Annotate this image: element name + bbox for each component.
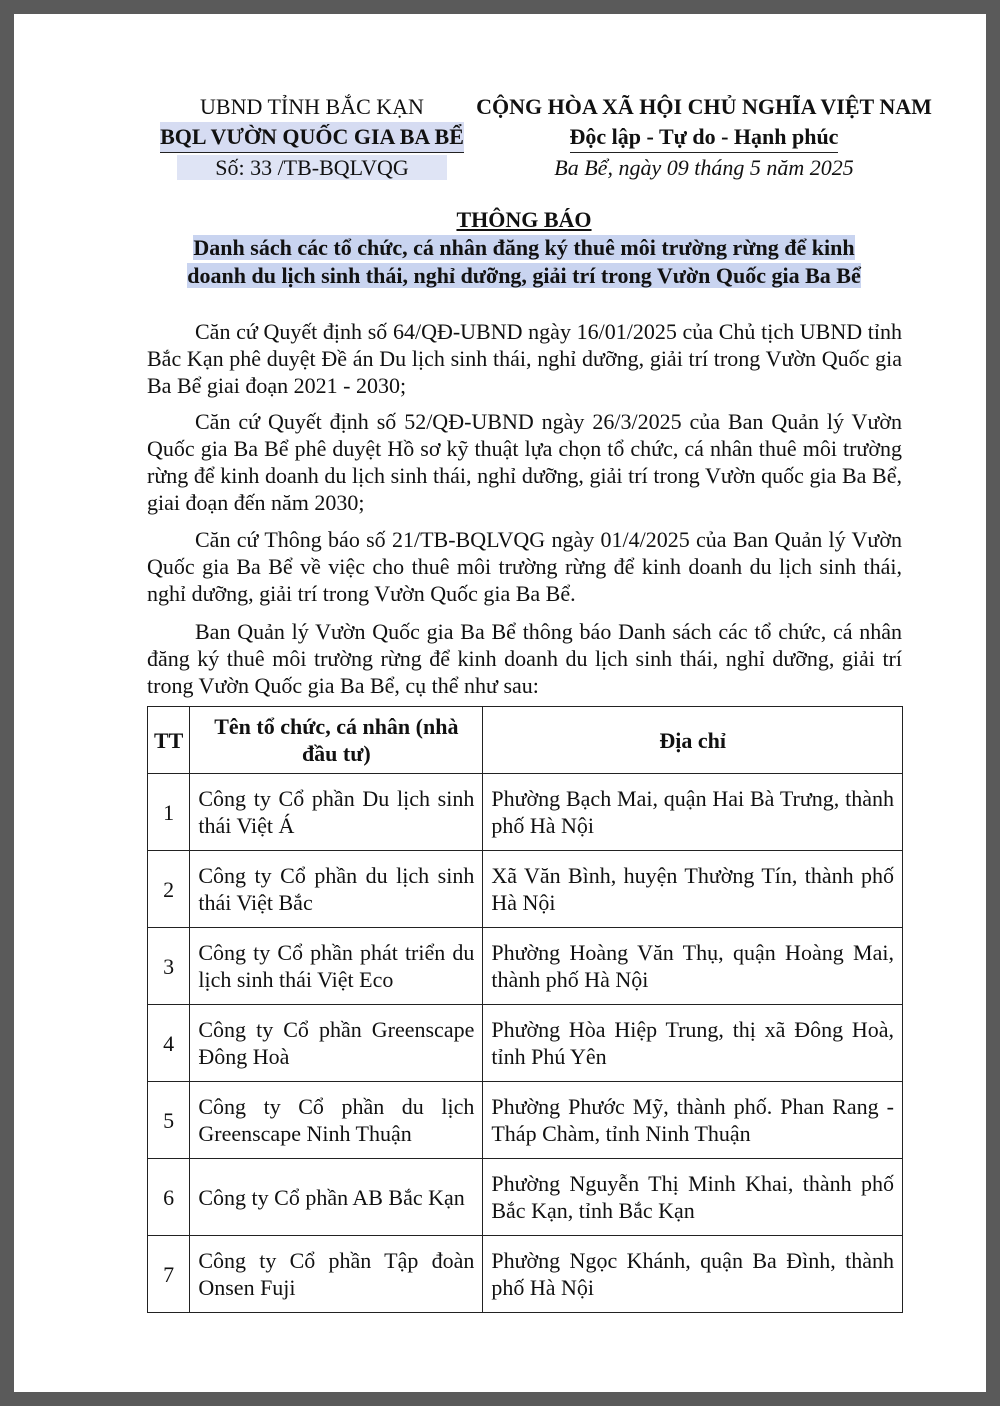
notice-subtitle-line1: Danh sách các tổ chức, cá nhân đăng ký thuê môi trường rừng để kinh — [193, 235, 855, 260]
issue-date: Ba Bể, ngày 09 tháng 5 năm 2025 — [554, 155, 854, 180]
company-address: Phường Nguyễn Thị Minh Khai, thành phố Bắc Kạn, tỉnh Bắc Kạn — [483, 1159, 903, 1236]
company-name: Công ty Cổ phần Tập đoàn Onsen Fuji — [190, 1236, 483, 1313]
company-name: Công ty Cổ phần phát triển du lịch sinh thái Việt Eco — [190, 928, 483, 1005]
row-number: 7 — [148, 1236, 190, 1313]
company-name: Công ty Cổ phần Du lịch sinh thái Việt Á — [190, 774, 483, 851]
table-row — [148, 1005, 903, 1082]
national-motto: Độc lập - Tự do - Hạnh phúc — [570, 122, 839, 153]
issuer-province: UBND TỈNH BẮC KẠN — [200, 94, 424, 119]
company-address: Phường Bạch Mai, quận Hai Bà Trưng, thành phố Hà Nội — [483, 774, 903, 851]
column-header-name: Tên tổ chức, cá nhân (nhà đầu tư) — [190, 707, 483, 774]
legal-basis-paragraph: Căn cứ Quyết định số 64/QĐ-UBND ngày 16/01/2025 của Chủ tịch UBND tỉnh Bắc Kạn phê duyệt Đề án Du lịch sinh thái, nghỉ dưỡng, giải trí trong Vườn Quốc gia Ba Bể giai đoạn 2021 - 2030; — [147, 319, 902, 398]
document-number: Số: 33 /TB-BQLVQG — [177, 155, 447, 180]
national-heading — [454, 92, 954, 183]
table-row — [148, 928, 903, 1005]
table-row — [148, 1082, 903, 1159]
table-header-row — [148, 707, 903, 774]
company-address: Phường Hòa Hiệp Trung, thị xã Đông Hoà, tỉnh Phú Yên — [483, 1005, 903, 1082]
notice-title: THÔNG BÁO — [456, 207, 592, 232]
company-name: Công ty Cổ phần du lịch Greenscape Ninh Thuận — [190, 1082, 483, 1159]
notice-title-block — [164, 206, 884, 290]
issuer-org: BQL VƯỜN QUỐC GIA BA BỂ — [160, 122, 464, 153]
column-header-tt: TT — [148, 707, 190, 774]
row-number: 6 — [148, 1159, 190, 1236]
table-row — [148, 851, 903, 928]
announcement-paragraph: Ban Quản lý Vườn Quốc gia Ba Bể thông báo Danh sách các tổ chức, cá nhân đăng ký thuê môi trường rừng để kinh doanh du lịch sinh thái, nghỉ dưỡng, giải trí trong Vườn Quốc gia Ba Bể, cụ thể như sau: — [147, 619, 902, 698]
company-name: Công ty Cổ phần Greenscape Đông Hoà — [190, 1005, 483, 1082]
row-number: 1 — [148, 774, 190, 851]
notice-subtitle-line2: doanh du lịch sinh thái, nghỉ dưỡng, giải trí trong Vườn Quốc gia Ba Bể — [187, 263, 861, 288]
row-number: 5 — [148, 1082, 190, 1159]
issuer-block — [142, 92, 482, 183]
nation-name: CỘNG HÒA XÃ HỘI CHỦ NGHĨA VIỆT NAM — [476, 94, 932, 119]
registrant-table — [147, 706, 903, 1313]
company-address: Phường Hoàng Văn Thụ, quận Hoàng Mai, thành phố Hà Nội — [483, 928, 903, 1005]
row-number: 2 — [148, 851, 190, 928]
column-header-address: Địa chỉ — [483, 707, 903, 774]
document-page — [14, 14, 986, 1392]
company-address: Phường Phước Mỹ, thành phố. Phan Rang - Tháp Chàm, tỉnh Ninh Thuận — [483, 1082, 903, 1159]
company-name: Công ty Cổ phần du lịch sinh thái Việt Bắc — [190, 851, 483, 928]
company-name: Công ty Cổ phần AB Bắc Kạn — [190, 1159, 483, 1236]
company-address: Xã Văn Bình, huyện Thường Tín, thành phố Hà Nội — [483, 851, 903, 928]
legal-basis-paragraph: Căn cứ Quyết định số 52/QĐ-UBND ngày 26/3/2025 của Ban Quản lý Vườn Quốc gia Ba Bể phê duyệt Hồ sơ kỹ thuật lựa chọn tổ chức, cá nhân thuê môi trường rừng để kinh doanh du lịch sinh thái, nghỉ dưỡng, giải trí trong Vườn quốc gia Ba Bể, giai đoạn đến năm 2030; — [147, 409, 902, 515]
table-row — [148, 1236, 903, 1313]
table-row — [148, 774, 903, 851]
row-number: 4 — [148, 1005, 190, 1082]
table-row — [148, 1159, 903, 1236]
company-address: Phường Ngọc Khánh, quận Ba Đình, thành phố Hà Nội — [483, 1236, 903, 1313]
row-number: 3 — [148, 928, 190, 1005]
legal-basis-paragraph: Căn cứ Thông báo số 21/TB-BQLVQG ngày 01/4/2025 của Ban Quản lý Vườn Quốc gia Ba Bể về việc cho thuê môi trường rừng để kinh doanh du lịch sinh thái, nghỉ dưỡng, giải trí trong Vườn Quốc gia Ba Bể. — [147, 527, 902, 606]
